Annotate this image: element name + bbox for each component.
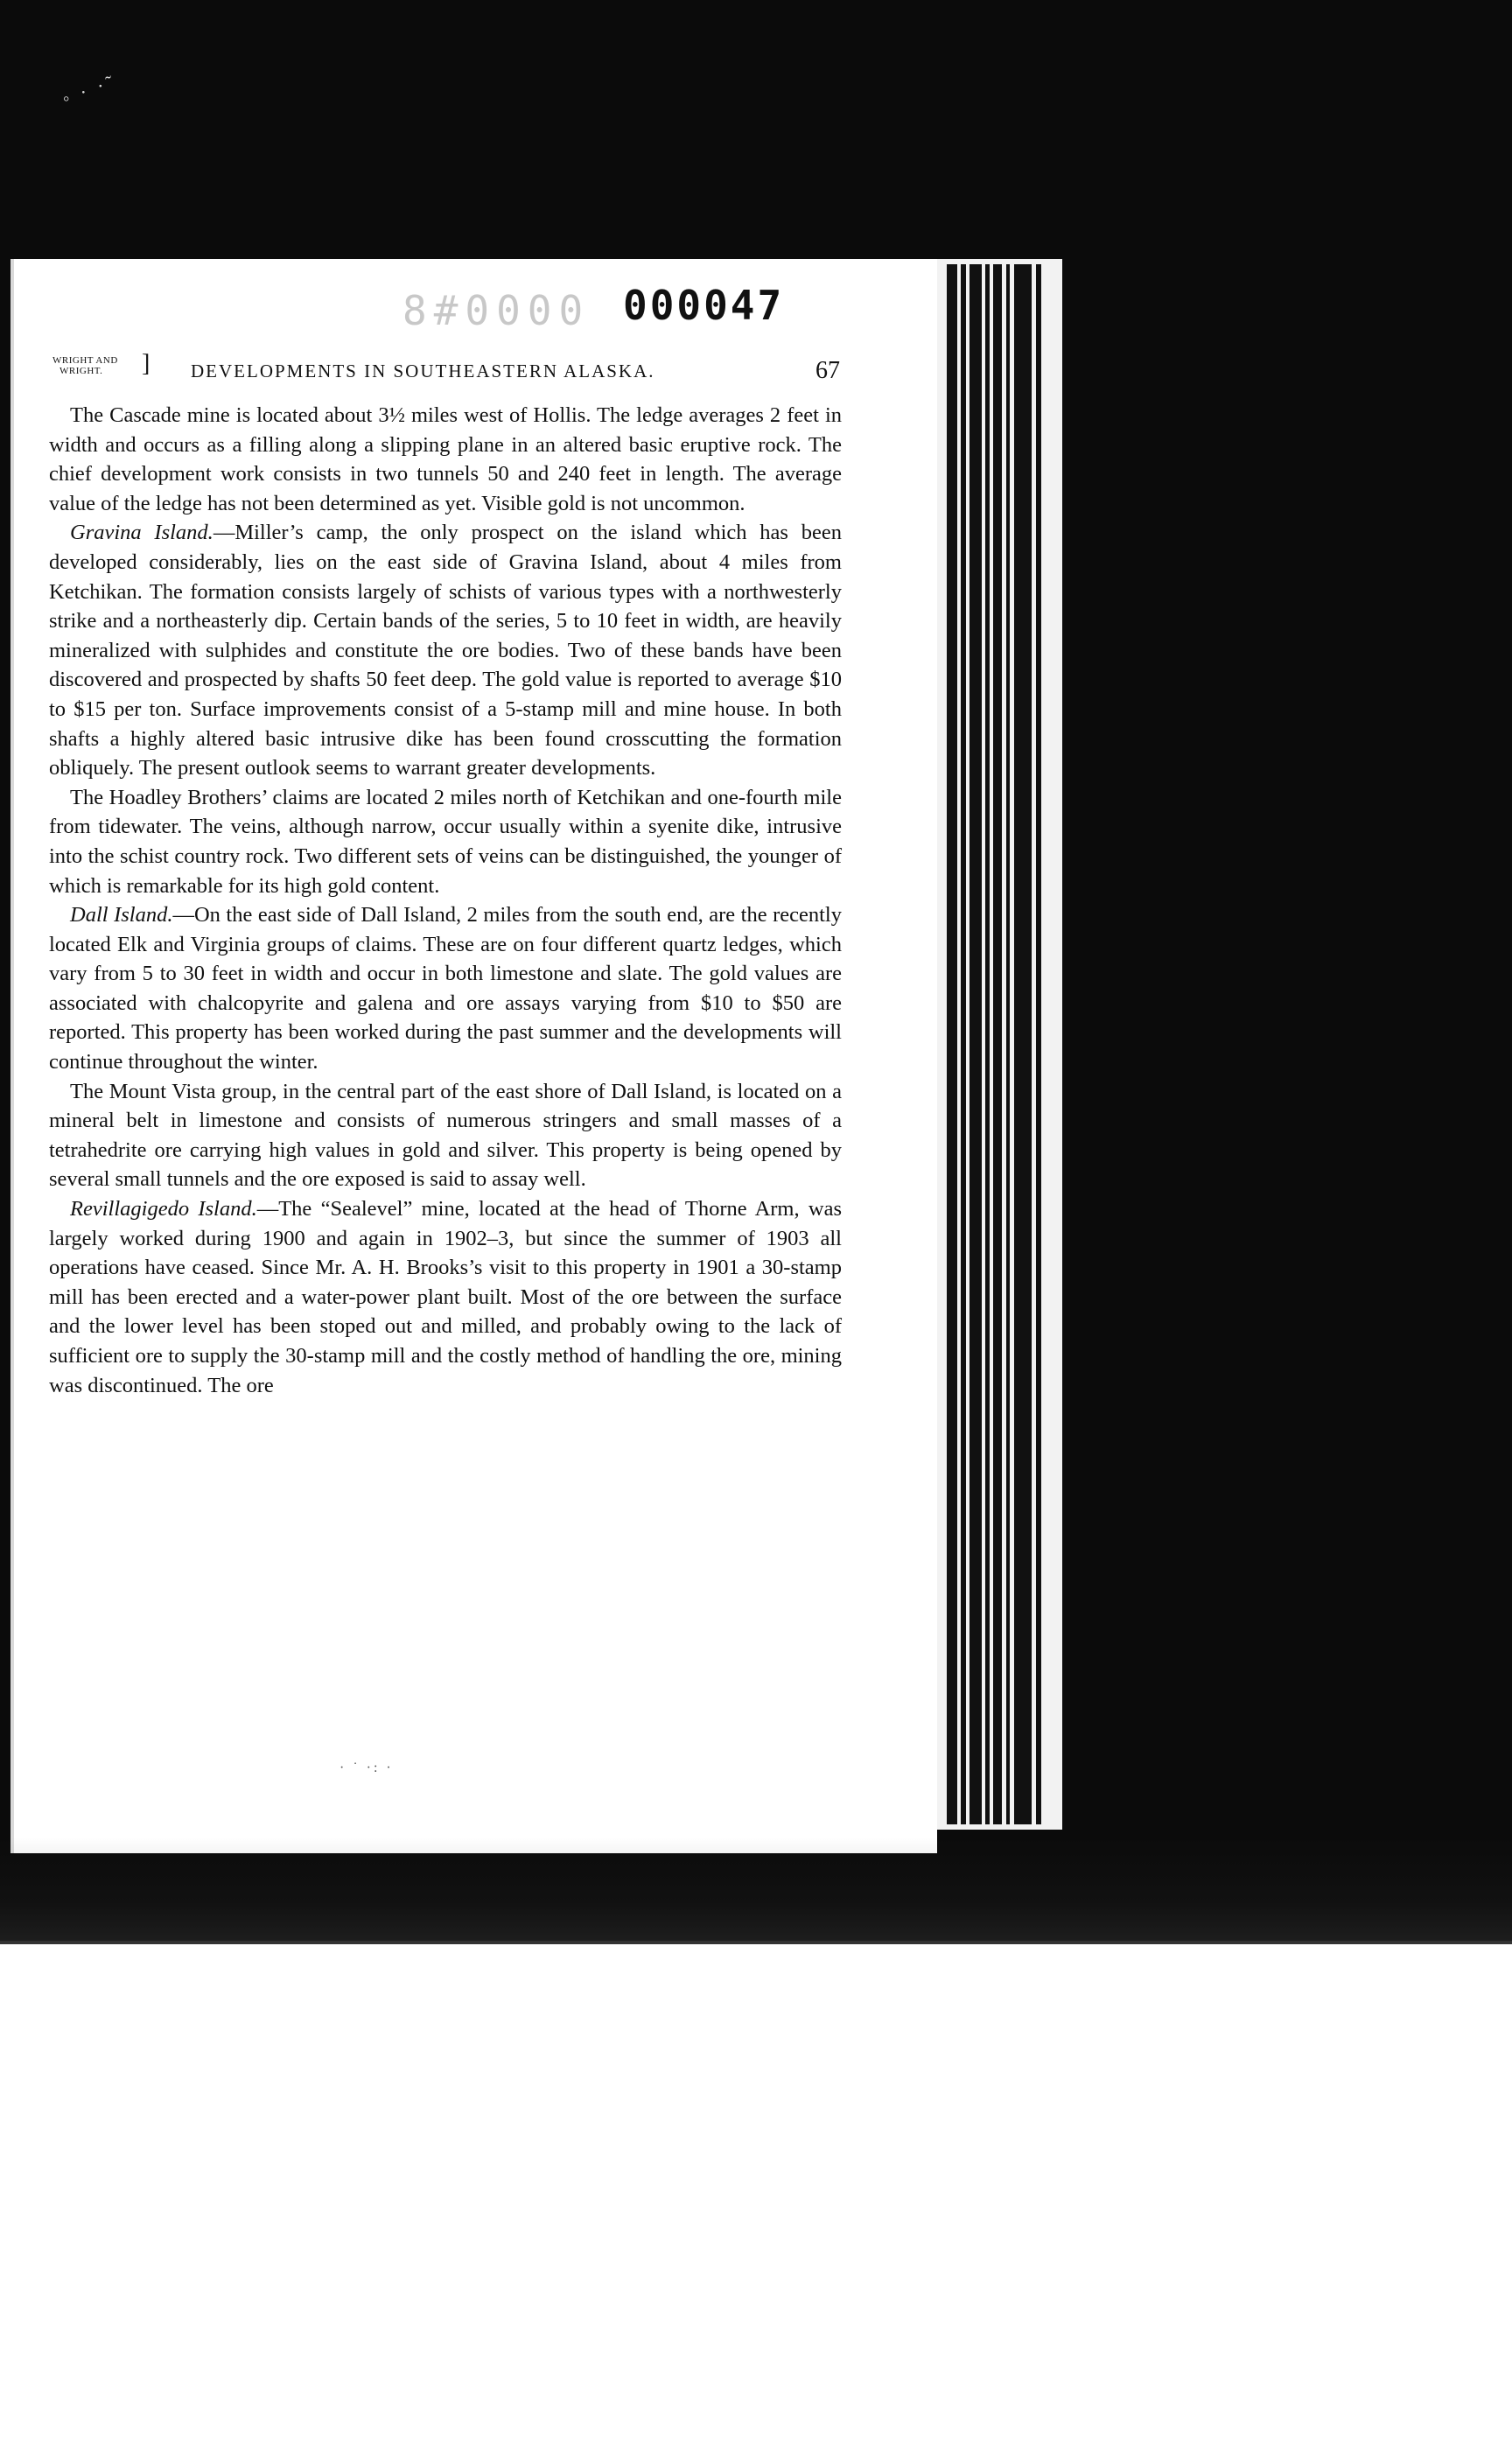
- document-stamp: [402, 282, 788, 334]
- body-text: [49, 401, 842, 1400]
- authors-line-1: WRIGHT AND: [52, 355, 118, 366]
- page-edge-line: [1014, 264, 1032, 1824]
- paragraph-text: The Mount Vista group, in the central part of the east shore of Dall Island, is located on a mineral belt in limestone and consists of numerous stringers and small masses of a tetrahedrite ore carrying high values in gold and silver. This property is being opened by several small tunnels and the ore exposed is said to assay well.: [49, 1079, 842, 1192]
- paragraph-text: The Hoadley Brothers’ claims are located 2 miles north of Ketchikan and one-fourth mile from tidewater. The veins, although narrow, occur usually within a syenite dike, intrusive into the schist country rock. Two different sets of veins can be distinguished, the younger of which is remarkable for its high gold content.: [49, 785, 842, 898]
- paragraph: [49, 783, 842, 900]
- paragraph-text: —The “Sealevel” mine, located at the head of Thorne Arm, was largely worked during 1900 and again in 1902–3, but since the summer of 1903 all operations have ceased. Since Mr. A. H. Brooks’s visit to this property in 1901 a 30-stamp mill has been erected and a water-power plant built. Most of the ore between the surface and the lower level has been stoped out and milled, and probably owing to the lack of sufficient ore to supply the 30-stamp mill and the costly method of handling the ore, mining was discontinued. The ore: [49, 1197, 842, 1397]
- paragraph-text: —Miller’s camp, the only prospect on the island which has been developed considerably, lies on the east side of Gravina Island, about 4 miles from Ketchikan. The formation consists largely of schists of various types with a northwesterly strike and a northeasterly dip. Certain bands of the series, 5 to 10 feet in width, are heavily mineralized with sulphides and constitute the ore bodies. Two of these bands have been discovered and prospected by shafts 50 feet deep. The gold value is reported to average $10 to $15 per ton. Surface improvements consist of a 5-stamp mill and mine house. In both shafts a highly altered basic intrusive dike has been found crosscutting the formation obliquely. The present outlook seems to warrant greater developments.: [49, 521, 842, 780]
- page-stack-edge: [931, 259, 1062, 1830]
- paragraph-text: The Cascade mine is located about 3½ miles west of Hollis. The ledge averages 2 feet in width and occurs as a filling along a slipping plane in an altered basic eruptive rock. The chief development work consists in two tunnels 50 and 240 feet in length. The average value of the ledge has not been determined as yet. Visible gold is not uncommon.: [49, 403, 842, 515]
- page-edge-line: [993, 264, 1002, 1824]
- paragraph-heading: Gravina Island.: [70, 521, 214, 545]
- page-edge-line: [970, 264, 982, 1824]
- page-edge-line: [947, 264, 957, 1824]
- paragraph-heading: Revillagigedo Island.: [70, 1197, 257, 1222]
- scan-bottom-fade: [0, 1838, 1512, 1944]
- header-authors: [52, 355, 118, 376]
- page-edge-line: [1006, 264, 1010, 1824]
- header-bracket: ]: [142, 350, 150, 377]
- page-edge-line: [985, 264, 990, 1824]
- page-speckle: · ˙ ·: ·: [340, 1760, 394, 1775]
- paragraph: [49, 1194, 842, 1400]
- paragraph-heading: Dall Island.: [70, 903, 173, 928]
- document-number: 000047: [623, 282, 785, 329]
- paragraph: [49, 900, 842, 1077]
- paragraph: [49, 401, 842, 518]
- page-edge-line: [961, 264, 966, 1824]
- faded-stamp-number: 8#0000: [402, 287, 591, 334]
- running-title: DEVELOPMENTS IN SOUTHEASTERN ALASKA.: [191, 360, 655, 382]
- running-header: [52, 350, 842, 396]
- paragraph: [49, 1077, 842, 1194]
- page-number: 67: [816, 357, 840, 384]
- document-page: [10, 259, 937, 1853]
- authors-line-2: WRIGHT.: [60, 366, 103, 376]
- paragraph: [49, 518, 842, 782]
- paragraph-text: —On the east side of Dall Island, 2 miles from the south end, are the recently located Elk and Virginia groups of claims. These are on four different quartz ledges, which vary from 5 to 30 feet in width and occur in both limestone and slate. The gold values are associated with chalcopyrite and galena and ore assays varying from $10 to $50 are reported. This property has been worked during the past summer and the developments will continue throughout the winter.: [49, 903, 842, 1074]
- page-edge-line: [1036, 264, 1041, 1824]
- scan-speck: ◦ · ·˜: [59, 69, 120, 110]
